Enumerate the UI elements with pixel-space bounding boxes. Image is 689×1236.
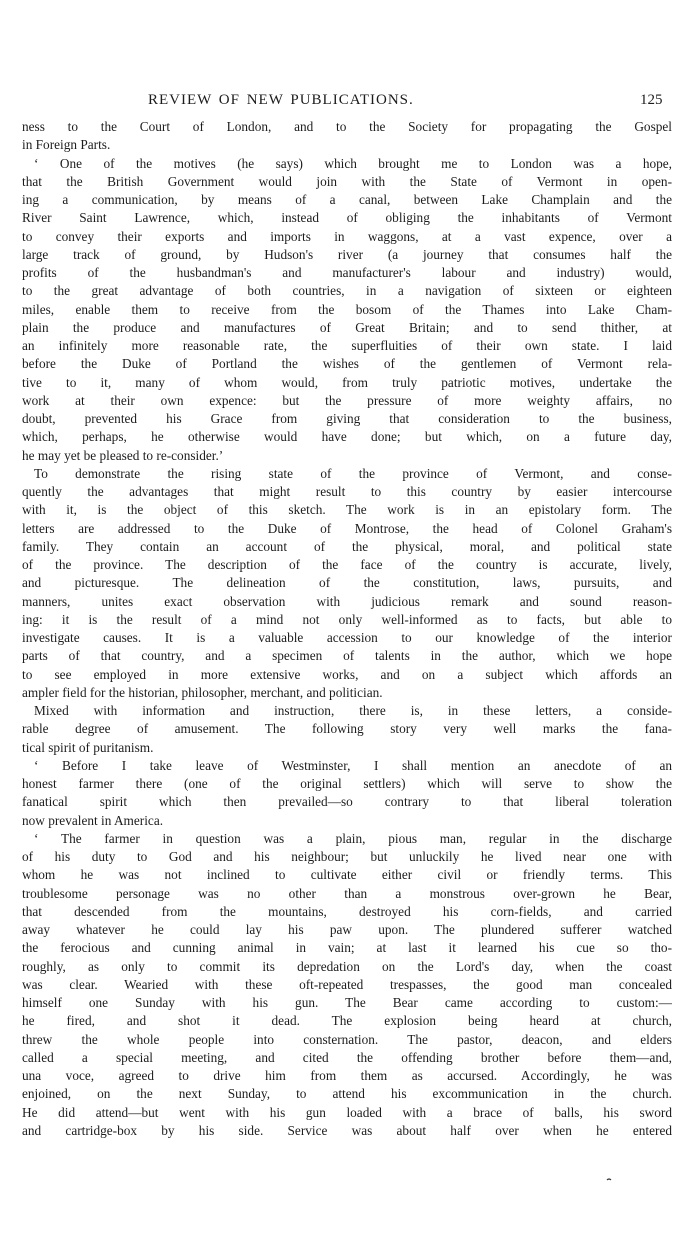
text-line: ing: it is the result of a mind not only well-informed as to facts, but able to: [22, 611, 672, 627]
text-line: with it, is the object of this sketch. The work is in an epistolary form. The: [22, 502, 672, 518]
text-line: ampler field for the historian, philosopher, merchant, and politician.: [22, 684, 383, 700]
text-line: now prevalent in America.: [22, 812, 164, 828]
text-line: and picturesque. The delineation of the constitution, laws, pursuits, and: [22, 575, 672, 591]
text-line: honest farmer there (one of the original settlers) which will serve to show the: [22, 776, 672, 791]
text-line: ‘ The farmer in question was a plain, pious man, regular in the discharge: [34, 830, 672, 846]
text-line: To demonstrate the rising state of the province of Vermont, and conse-: [34, 465, 672, 481]
text-line: which, perhaps, he otherwise would have done; but which, on a future day,: [22, 429, 672, 445]
text-line: away whatever he could lay his paw upon. The plundered sufferer watched: [22, 922, 672, 937]
text-line: tive to it, many of whom would, from truly patriotic motives, undertake the: [22, 374, 672, 390]
text-line: rable degree of amusement. The following story very well marks the fana-: [22, 721, 672, 737]
text-line: miles, enable them to receive from the bosom of the Thames into Lake Cham-: [22, 301, 672, 317]
text-line: and cartridge-box by his side. Service was about half over when he entered: [22, 1122, 672, 1138]
text-line: that descended from the mountains, destroyed his corn-fields, and carried: [22, 903, 672, 919]
text-line: in Foreign Parts.: [22, 137, 111, 153]
text-line: an infinitely more reasonable rate, the superfluities of their own state. I laid: [22, 338, 672, 353]
text-line: parts of that country, and a specimen of talents in the author, which we hope: [22, 648, 672, 664]
text-line: enjoined, on the next Sunday, to attend his excommunication in the church.: [22, 1086, 672, 1102]
text-line: called a special meeting, and cited the offending brother before them—and,: [22, 1049, 672, 1065]
text-line: family. They contain an account of the physical, moral, and political state: [22, 538, 672, 554]
text-line: threw the whole people into consternation. The pastor, deacon, and elders: [22, 1031, 672, 1047]
text-line: of the province. The description of the face of the country is accurate, lively,: [22, 557, 672, 572]
text-line: of his duty to God and his neighbour; but unluckily he lived near one with: [22, 849, 672, 864]
text-line: quently the advantages that might result to this country by easier intercourse: [22, 484, 672, 499]
text-line: investigate causes. It is a valuable accession to our knowledge of the interior: [22, 630, 672, 645]
text-line: ‘ One of the motives (he says) which brought me to London was a hope,: [34, 155, 672, 171]
text-line: letters are addressed to the Duke of Montrose, the head of Colonel Graham's: [22, 520, 672, 536]
text-line: work at their own expence: but the pressure of more weighty affairs, no: [22, 392, 672, 408]
text-line: he may yet be pleased to re-consider.’: [22, 447, 224, 463]
text-line: plain the produce and manufactures of Great Britain; and to send thither, at: [22, 319, 672, 335]
text-line: He did attend—but went with his gun loaded with a brace of balls, his sword: [22, 1104, 672, 1120]
text-line: ‘ Before I take leave of Westminster, I shall mention an anecdote of an: [34, 757, 672, 773]
text-line: himself one Sunday with his gun. The Bear came according to custom:—: [22, 995, 672, 1010]
text-line: was clear. Wearied with these oft-repeated trespasses, the good man concealed: [22, 976, 672, 992]
text-line: una voce, agreed to drive him from them as accursed. Accordingly, he was: [22, 1068, 672, 1083]
text-line: ing a communication, by means of a canal, between Lake Champlain and the: [22, 192, 672, 207]
text-line: tical spirit of puritanism.: [22, 739, 154, 755]
text-line: River Saint Lawrence, which, instead of obliging the inhabitants of Vermont: [22, 210, 672, 226]
text-line: he fired, and shot it dead. The explosion being heard at church,: [22, 1013, 672, 1029]
page-number: 125: [640, 92, 663, 108]
text-line: large track of ground, by Hudson's river (a journey that consumes half the: [22, 246, 672, 262]
text-line: that the British Government would join with the State of Vermont in open-: [22, 173, 672, 189]
text-line: Mixed with information and instruction, there is, in these letters, a conside-: [34, 703, 672, 718]
body-text: [22, 118, 672, 1140]
text-line: ness to the Court of London, and to the Society for propagating the Gospel: [22, 119, 672, 134]
catchword-mark: [600, 1176, 620, 1190]
text-line: troublesome personage was no other than a monstrous over-grown he Bear,: [22, 885, 672, 901]
text-line: fanatical spirit which then prevailed—so contrary to that liberal toleration: [22, 794, 672, 810]
text-line: to the great advantage of both countries, in a navigation of sixteen or eighteen: [22, 283, 672, 299]
text-line: profits of the husbandman's and manufacturer's labour and industry) would,: [22, 265, 672, 280]
text-line: the ferocious and cunning animal in vain; at last it learned his cue so tho-: [22, 940, 672, 956]
text-line: doubt, prevented his Grace from giving that consideration to the business,: [22, 411, 672, 426]
text-line: to convey their exports and imports in waggons, at a vast expence, over a: [22, 228, 672, 244]
running-title: REVIEW OF NEW PUBLICATIONS.: [148, 92, 414, 108]
text-line: manners, unites exact observation with judicious remark and sound reason-: [22, 593, 672, 609]
text-line: to see employed in more extensive works, and on a subject which affords an: [22, 666, 672, 682]
text-line: roughly, as only to commit its depredation on the Lord's day, when the coast: [22, 958, 672, 974]
text-line: whom he was not inclined to cultivate either civil or friendly terms. This: [22, 867, 672, 883]
text-line: before the Duke of Portland the wishes of the gentlemen of Vermont rela-: [22, 356, 672, 372]
